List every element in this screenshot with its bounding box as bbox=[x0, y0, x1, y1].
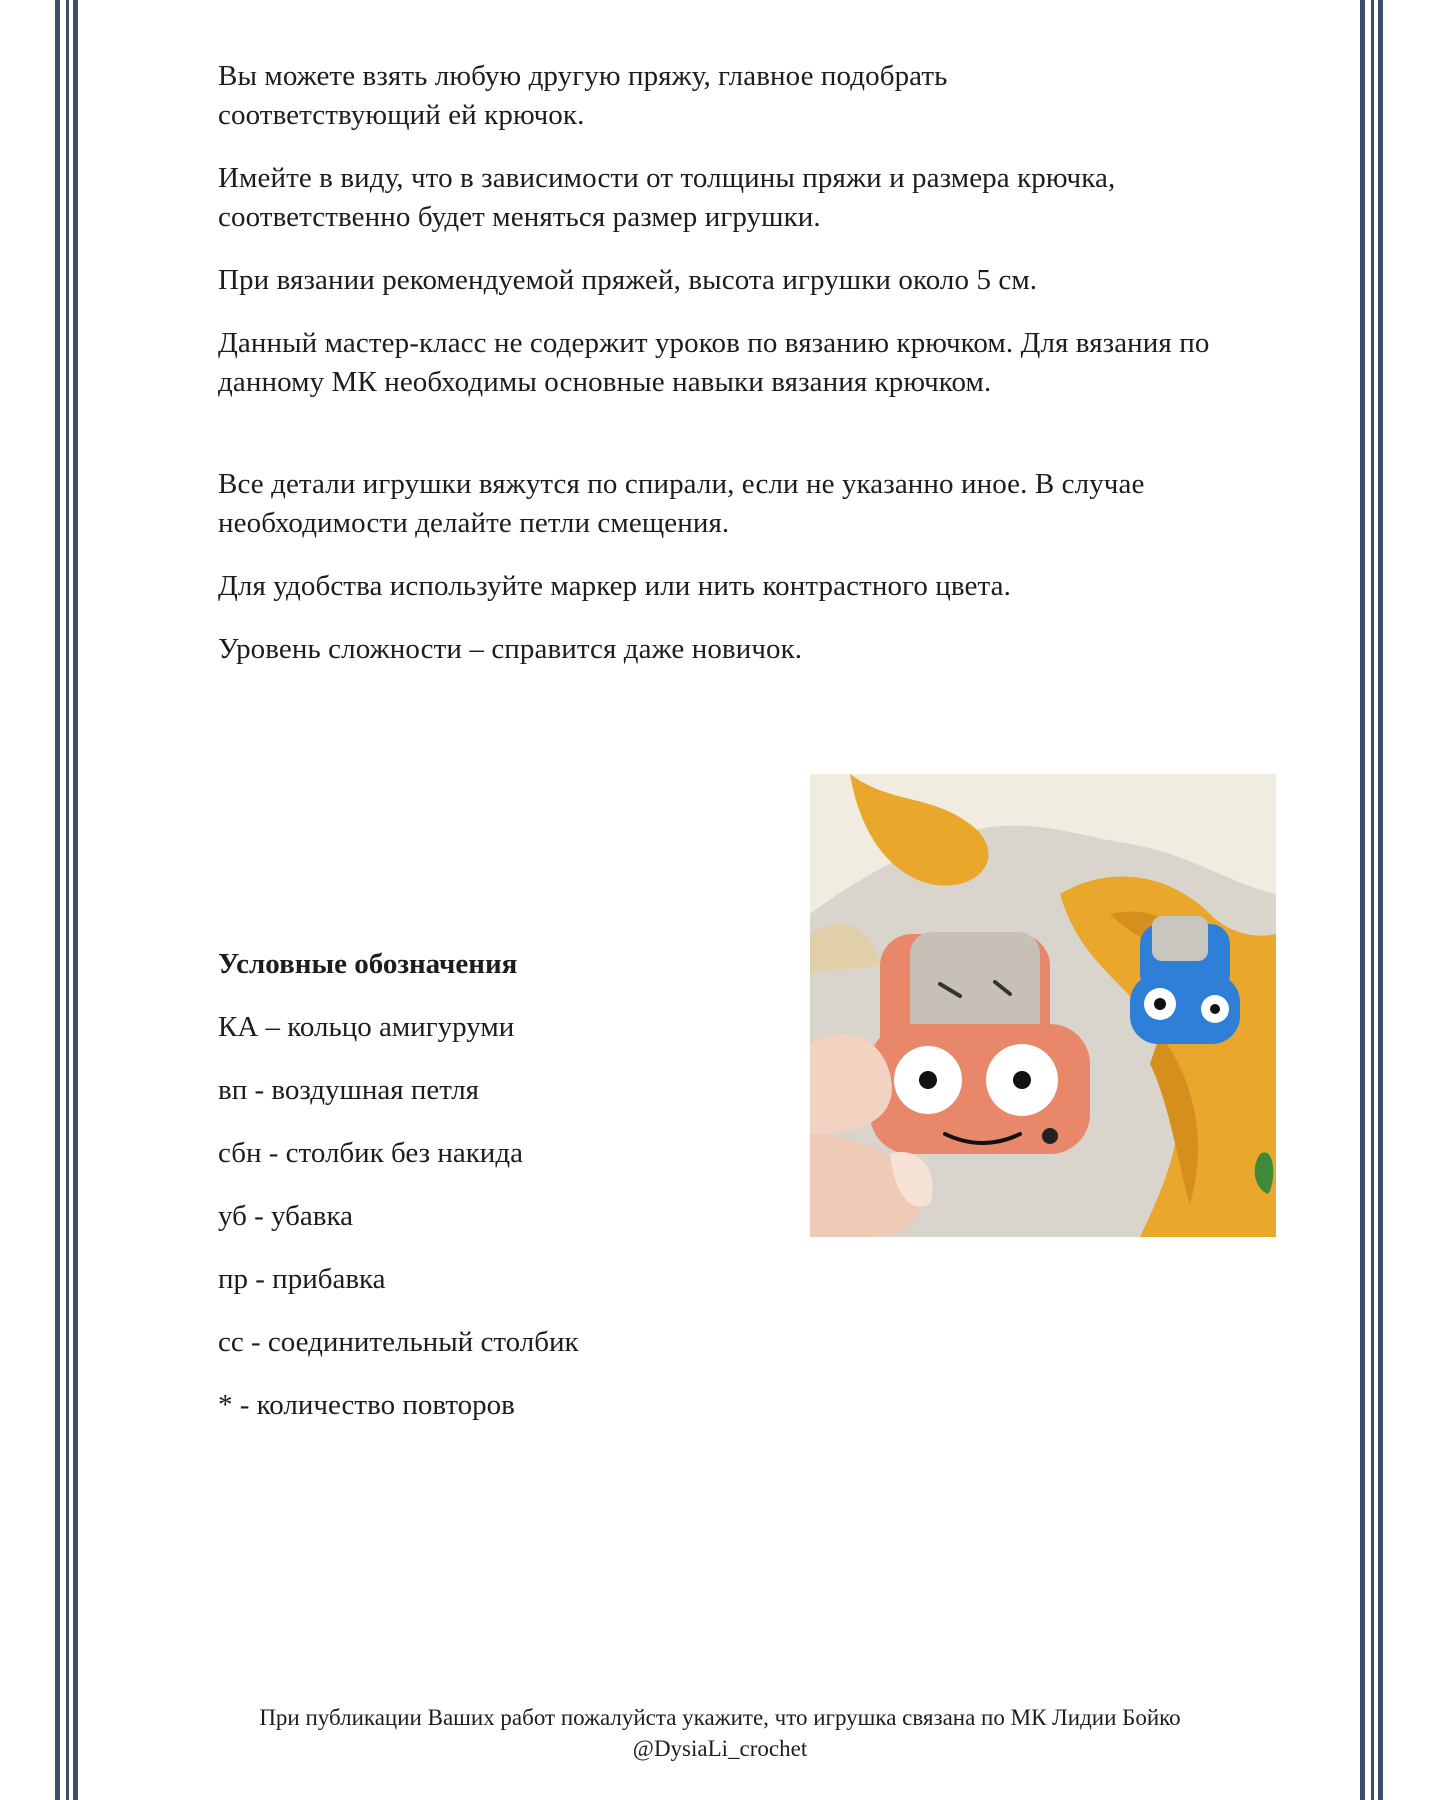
legend-item: уб - убавка bbox=[218, 1200, 353, 1232]
paragraph-marker: Для удобства используйте маркер или нить контрастного цвета. bbox=[218, 570, 1011, 602]
legend-item: сбн - столбик без накида bbox=[218, 1137, 523, 1169]
paragraph-skills: Данный мастер-класс не содержит уроков по вязанию крючком. Для вязания по данному МК необходимы основные навыки вязания крючком. bbox=[218, 327, 1210, 398]
crochet-toy-photo bbox=[810, 774, 1276, 1237]
legend-title: Условные обозначения bbox=[218, 948, 518, 980]
publication-credit-footer: При публикации Ваших работ пожалуйста укажите, что игрушка связана по МК Лидии Бойко @DysiaLi_crochet bbox=[259, 1705, 1181, 1761]
right-decorative-border bbox=[1360, 0, 1386, 1800]
left-decorative-border bbox=[55, 0, 81, 1800]
paragraph-yarn-choice: Вы можете взять любую другую пряжу, главное подобрать соответствующий ей крючок. bbox=[218, 60, 948, 131]
legend-item: * - количество повторов bbox=[218, 1389, 515, 1421]
legend-item: сс - соединительный столбик bbox=[218, 1326, 579, 1358]
paragraph-toy-height: При вязании рекомендуемой пряжей, высота игрушки около 5 см. bbox=[218, 264, 1038, 296]
legend-item: вп - воздушная петля bbox=[218, 1074, 480, 1106]
paragraph-spiral: Все детали игрушки вяжутся по спирали, если не указанно иное. В случае необходимости делайте петли смещения. bbox=[218, 468, 1145, 539]
paragraph-difficulty: Уровень сложности – справится даже новичок. bbox=[218, 633, 803, 665]
legend-item: КА – кольцо амигуруми bbox=[218, 1011, 515, 1043]
legend-item: пр - прибавка bbox=[218, 1263, 386, 1295]
paragraph-size-note: Имейте в виду, что в зависимости от толщины пряжи и размера крючка, соответственно будет меняться размер игрушки. bbox=[218, 162, 1116, 233]
